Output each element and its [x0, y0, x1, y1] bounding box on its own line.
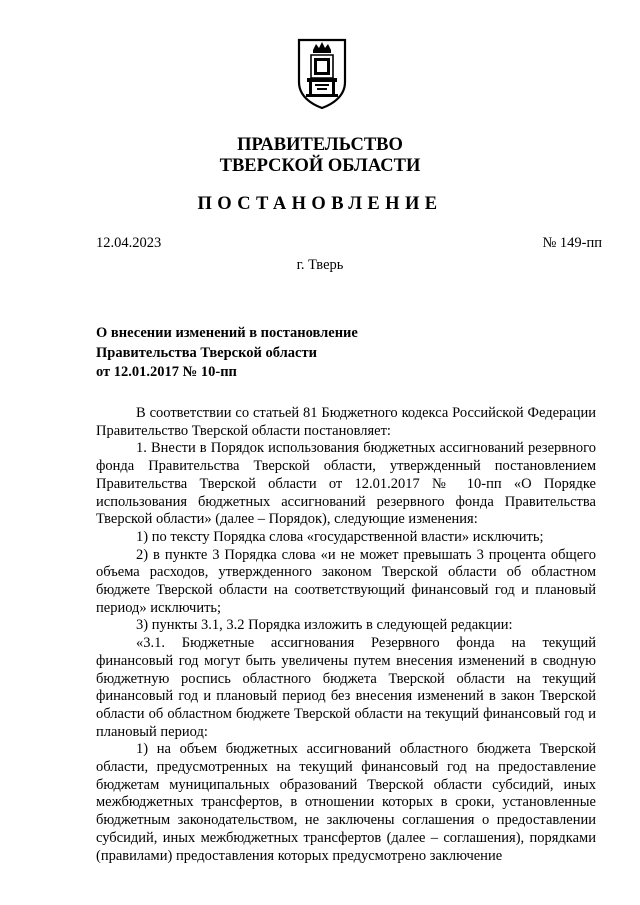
document-type-title: ПОСТАНОВЛЕНИЕ	[197, 194, 443, 214]
body-paragraph: 1. Внести в Порядок использования бюджетных ассигнований резервного фонда Правительства Тверской области, утвержденный постановлением Правительства Тверской области от 12.01.2017 № 10-пп «О Порядке использования бюджетных ассигнований резервного фонда Правительства Тверской области» (далее – Порядок), следующие изменения:	[96, 440, 596, 528]
body-paragraph: 2) в пункте 3 Порядка слова «и не может превышать 3 процента общего объема расходов, утвержденного законом Тверской области об областном бюджете Тверской области на соответствующий финансовый год и плановый период» исключить;	[96, 546, 596, 616]
body-paragraph: 1) по тексту Порядка слова «государственной власти» исключить;	[136, 528, 544, 545]
document-number: № 149-пп	[542, 235, 602, 251]
document-city: г. Тверь	[296, 257, 344, 273]
body-paragraph: «3.1. Бюджетные ассигнования Резервного фонда на текущий финансовый год могут быть увеличены путем внесения изменений в сводную бюджетную роспись областного бюджета Тверской области на текущий финансовый год и плановый период без внесения изменений в закон Тверской области об областном бюджете Тверской области на текущий финансовый год и плановый период:	[96, 635, 596, 740]
government-name-line1: ПРАВИТЕЛЬСТВО	[237, 135, 403, 155]
government-name-line2: ТВЕРСКОЙ ОБЛАСТИ	[219, 156, 421, 176]
subject-line: от 12.01.2017 № 10-пп	[96, 364, 237, 380]
subject-line: О внесении изменений в постановление	[96, 325, 358, 341]
coat-of-arms-emblem	[297, 38, 347, 110]
body-paragraph: В соответствии со статьей 81 Бюджетного кодекса Российской Федерации Правительство Тверской области постановляет:	[96, 405, 596, 439]
body-paragraph: 1) на объем бюджетных ассигнований областного бюджета Тверской области, предусмотренных на текущий финансовый год на предоставление бюджетам муниципальных образований Тверской области субсидий, иных межбюджетных трансфертов, в отношении которых в сроки, установленные бюджетным законодательством, не заключены соглашения о предоставлении субсидий, иных межбюджетных трансфертов (далее – соглашения), порядками (правилами) предоставления которых предусмотрено заключение	[96, 741, 596, 864]
document-date: 12.04.2023	[96, 235, 162, 251]
document-body	[96, 405, 596, 865]
body-paragraph: 3) пункты 3.1, 3.2 Порядка изложить в следующей редакции:	[136, 617, 513, 634]
subject-line: Правительства Тверской области	[96, 344, 317, 361]
document-subject	[96, 324, 358, 383]
